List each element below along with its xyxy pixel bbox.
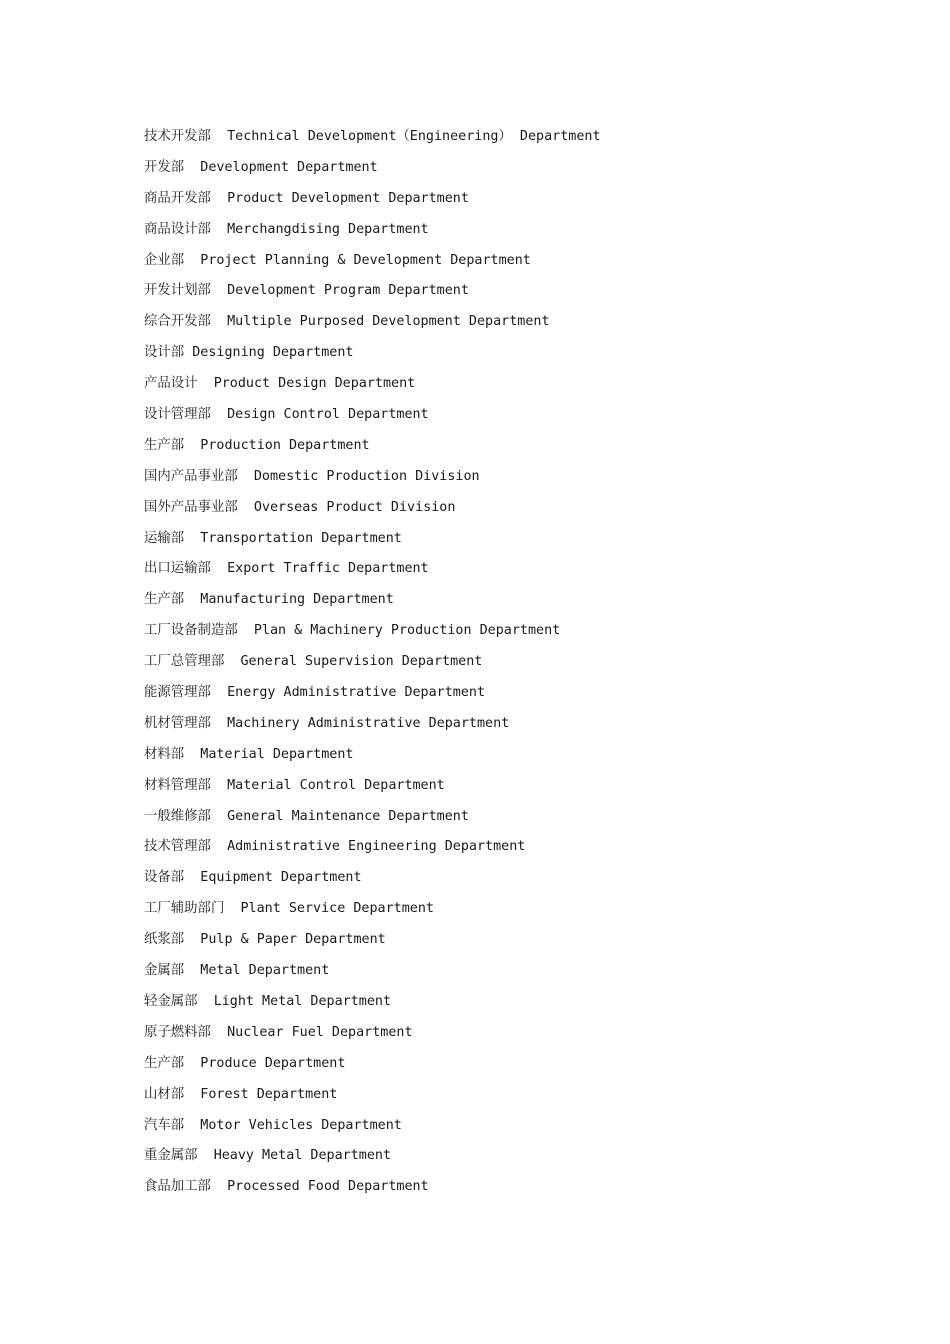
english-term: Development Department [200,159,378,175]
chinese-term: 技术管理部 [144,839,211,855]
english-term: Nuclear Fuel Department [227,1024,413,1040]
english-term: Production Department [200,437,370,453]
glossary-row [144,775,601,806]
english-term: Designing Department [192,345,354,361]
term-separator [184,1087,200,1102]
glossary-row [144,806,601,837]
glossary-row [144,1084,601,1115]
chinese-term: 运输部 [144,530,185,546]
glossary-row [144,311,601,342]
term-separator [198,376,214,391]
english-term: General Supervision Department [240,654,483,670]
term-separator [211,129,227,144]
term-separator [211,685,227,700]
glossary-row [144,1053,601,1084]
chinese-term: 山材部 [144,1086,185,1102]
chinese-term: 设备部 [144,870,185,886]
chinese-term: 设计管理部 [144,407,211,423]
term-separator [211,839,227,854]
chinese-term: 技术开发部 [144,129,211,144]
department-glossary-list [144,126,601,1207]
chinese-term: 工厂总管理部 [144,654,225,670]
term-separator [184,870,200,885]
glossary-row [144,528,601,559]
term-separator [184,963,200,978]
glossary-row [144,404,601,435]
chinese-term: 食品加工部 [144,1179,211,1195]
glossary-row [144,250,601,281]
english-term: Material Department [200,746,354,762]
glossary-row [144,589,601,620]
chinese-term: 生产部 [144,437,185,453]
term-separator [211,1025,227,1040]
glossary-row [144,620,601,651]
english-term: Plant Service Department [240,901,434,917]
glossary-row [144,497,601,528]
term-separator [211,222,227,237]
chinese-term: 汽车部 [144,1117,185,1133]
english-term: Administrative Engineering Department [227,839,526,855]
english-term: Domestic Production Division [253,468,480,484]
english-term: Product Design Department [213,376,416,392]
chinese-term: 轻金属部 [144,993,198,1009]
chinese-term: 重金属部 [144,1148,198,1164]
chinese-term: 工厂设备制造部 [144,623,238,639]
term-separator [211,191,227,206]
glossary-row [144,280,601,311]
english-term: Energy Administrative Department [227,685,486,701]
term-separator [184,438,200,453]
chinese-term: 工厂辅助部门 [144,901,225,917]
english-term: Merchangdising Department [227,221,429,237]
english-term: Equipment Department [200,870,362,886]
english-term: Material Control Department [227,777,445,793]
term-separator [211,407,227,422]
chinese-term: 生产部 [144,1055,185,1071]
term-separator [224,901,240,916]
english-term: Metal Department [200,963,330,979]
english-term: Product Development Department [227,190,469,206]
chinese-term: 能源管理部 [144,685,211,701]
glossary-row [144,929,601,960]
glossary-row [144,898,601,929]
chinese-term: 一般维修部 [144,808,211,824]
glossary-row [144,466,601,497]
english-term: Pulp & Paper Department [200,932,386,948]
glossary-row [144,435,601,466]
glossary-row [144,713,601,744]
chinese-term: 企业部 [144,252,185,268]
term-separator [184,160,200,175]
chinese-term: 开发计划部 [144,283,211,299]
english-term: Forest Department [200,1086,338,1102]
glossary-row [144,651,601,682]
term-separator [211,809,227,824]
term-separator [238,500,254,515]
chinese-term: 国外产品事业部 [144,499,238,515]
glossary-row [144,991,601,1022]
term-separator [211,778,227,793]
chinese-term: 开发部 [144,159,185,175]
term-separator [211,283,227,298]
glossary-row [144,867,601,898]
glossary-row [144,836,601,867]
glossary-row [144,744,601,775]
english-term: Transportation Department [200,530,402,546]
glossary-row [144,1176,601,1207]
glossary-row [144,126,601,157]
chinese-term: 原子燃料部 [144,1024,211,1040]
chinese-term: 商品开发部 [144,190,211,206]
english-term: General Maintenance Department [227,808,469,824]
english-term: Manufacturing Department [200,592,394,608]
term-separator [184,592,200,607]
term-separator [211,716,227,731]
term-separator [198,1148,214,1163]
term-separator [184,1056,200,1071]
chinese-term: 材料管理部 [144,777,211,793]
chinese-term: 出口运输部 [144,561,211,577]
term-separator [184,531,200,546]
english-term: Development Program Department [227,283,469,299]
chinese-term: 机材管理部 [144,715,211,731]
chinese-term: 设计部 [144,345,185,361]
glossary-row [144,960,601,991]
term-separator [211,1179,227,1194]
english-term: Produce Department [200,1055,346,1071]
chinese-term: 商品设计部 [144,221,211,237]
glossary-row [144,1022,601,1053]
glossary-row [144,1145,601,1176]
glossary-row [144,157,601,188]
glossary-row [144,682,601,713]
term-separator [211,561,227,576]
english-term: Processed Food Department [227,1179,429,1195]
english-term: Light Metal Department [213,993,392,1009]
term-separator [238,469,254,484]
glossary-row [144,342,601,373]
chinese-term: 产品设计 [144,376,198,392]
english-term: Technical Development（Engineering） Department [227,129,601,144]
chinese-term: 纸浆部 [144,932,185,948]
english-term: Motor Vehicles Department [200,1117,402,1133]
term-separator [224,654,240,669]
glossary-row [144,373,601,404]
english-term: Design Control Department [227,407,429,423]
english-term: Export Traffic Department [227,561,429,577]
glossary-row [144,188,601,219]
english-term: Project Planning & Development Department [200,252,531,268]
term-separator [198,994,214,1009]
term-separator [184,932,200,947]
english-term: Overseas Product Division [253,499,456,515]
english-term: Plan & Machinery Production Department [253,623,561,639]
term-separator [211,314,227,329]
chinese-term: 材料部 [144,746,185,762]
glossary-row [144,558,601,589]
glossary-row [144,1115,601,1146]
chinese-term: 金属部 [144,963,185,979]
term-separator [184,253,200,268]
english-term: Machinery Administrative Department [227,715,510,731]
english-term: Multiple Purposed Development Department [227,314,550,330]
glossary-row [144,219,601,250]
chinese-term: 国内产品事业部 [144,468,238,484]
chinese-term: 生产部 [144,592,185,608]
term-separator [184,747,200,762]
chinese-term: 综合开发部 [144,314,211,330]
term-separator [238,623,254,638]
term-separator [184,1118,200,1133]
english-term: Heavy Metal Department [213,1148,392,1164]
